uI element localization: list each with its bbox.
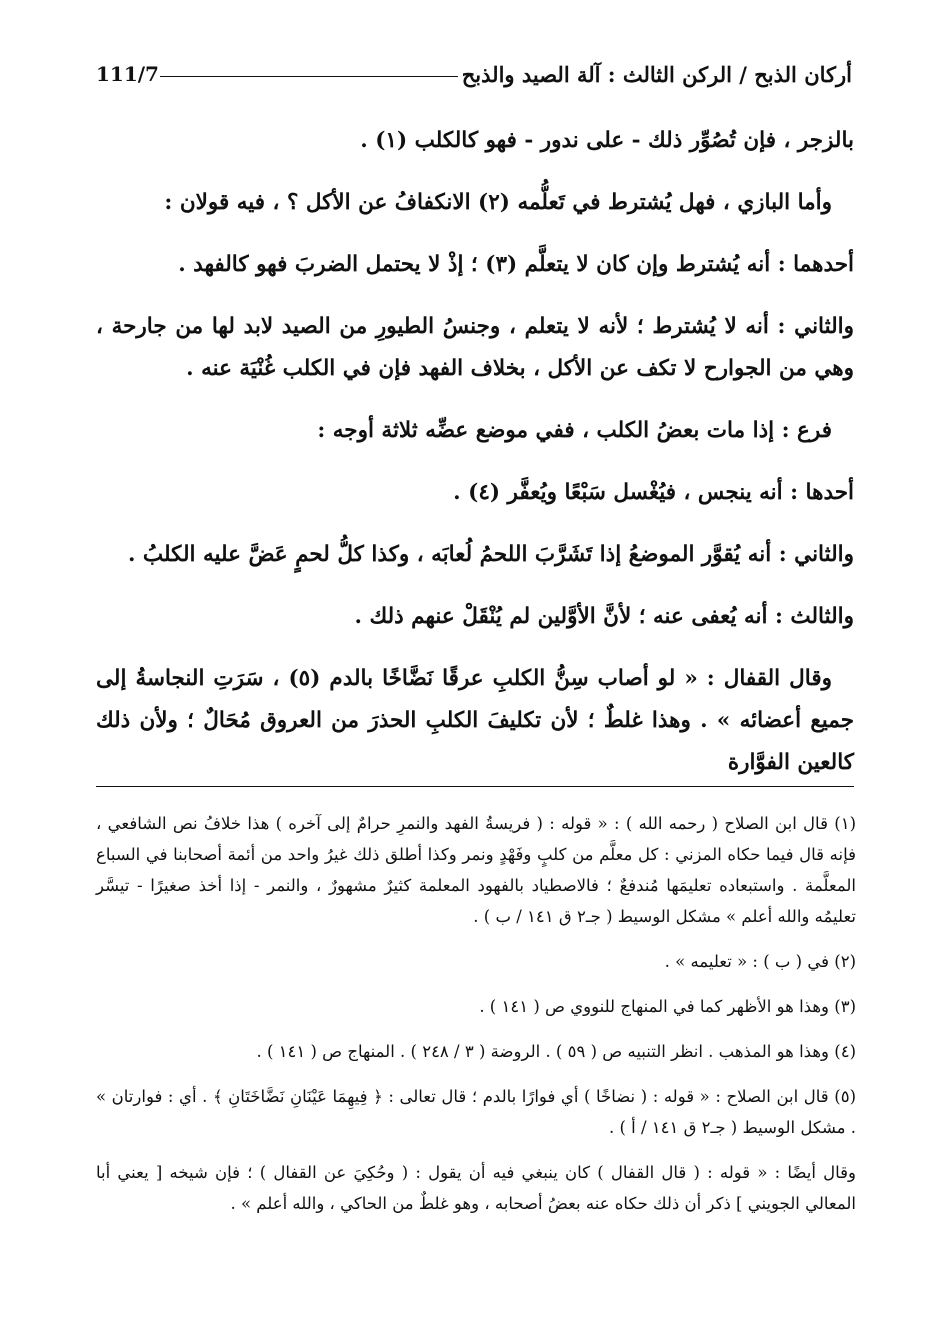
footnote-5: (٥) قال ابن الصلاح : « قوله : ( نضاخًا ) أي فوارًا بالدم ؛ قال تعالى : ﴿ فِيهِمَا عَيْنَانِ نَضَّاخَتَانِ ﴾ . أي : فوارتان » . مشكل الوسيط ( جـ٢ ق ١٤١ / أ ) . [96, 1087, 856, 1137]
body-paragraph-1: بالزجر ، فإن تُصُوِّر ذلك - على ندور - فهو كالكلب (١) . [360, 128, 854, 153]
main-text [96, 120, 854, 787]
body-paragraph-7: والثاني : أنه يُقوَّر الموضعُ إذا تَشَرَّبَ اللحمُ لُعابَه ، وكذا كلُّ لحمٍ عَضَّ عليه الكلبُ . [127, 542, 854, 567]
footnote-2: (٢) في ( ب ) : « تعليمه » . [664, 952, 856, 971]
header-title: أركان الذبح / الركن الثالث : آلة الصيد والذبح [461, 62, 852, 87]
header-rule [160, 76, 458, 77]
body-paragraph-5: فرع : إذا مات بعضُ الكلب ، ففي موضع عضِّه ثلاثة أوجه : [317, 418, 832, 443]
footnote-4: (٤) وهذا هو المذهب . انظر التنبيه ص ( ٥٩ ) . الروضة ( ٣ / ٢٤٨ ) . المنهاج ص ( ١٤١ ) . [256, 1042, 856, 1061]
body-paragraph-6: أحدها : أنه ينجس ، فيُغْسل سَبْعًا ويُعفَّر (٤) . [453, 480, 854, 505]
body-paragraph-8: والثالث : أنه يُعفى عنه ؛ لأنَّ الأوَّلين لم يُنْقَلْ عنهم ذلك . [354, 604, 854, 629]
body-paragraph-9: وقال القفال : « لو أصاب سِنُّ الكلبِ عرقًا نَضَّاخًا بالدم (٥) ، سَرَتِ النجاسةُ إلى جميع أعضائه » . وهذا غلطٌ ؛ لأن تكليفَ الكلبِ الحذرَ من العروق مُحَالٌ ؛ ولأن ذلك كالعين الفوَّارة [96, 658, 854, 787]
running-header [96, 58, 852, 92]
header-page-ref: 111/7 [96, 62, 159, 86]
body-paragraph-2: وأما البازي ، فهل يُشترط في تَعلُّمه (٢) الانكفافُ عن الأكل ؟ ، فيه قولان : [164, 190, 832, 215]
body-paragraph-3: أحدهما : أنه يُشترط وإن كان لا يتعلَّم (٣) ؛ إذْ لا يحتمل الضربَ فهو كالفهد . [178, 252, 854, 277]
footnotes [96, 808, 856, 1219]
body-paragraph-4: والثاني : أنه لا يُشترط ؛ لأنه لا يتعلم ، وجنسُ الطيورِ من الصيد لابد لها من جارحة ، وهي من الجوارح لا تكف عن الأكل ، بخلاف الفهد فإن في الكلب غُنْيَة عنه . [96, 314, 854, 381]
footnote-3: (٣) وهذا هو الأظهر كما في المنهاج للنووي ص ( ١٤١ ) . [479, 997, 856, 1016]
footnote-1: (١) قال ابن الصلاح ( رحمه الله ) : « قوله : ( فريسةُ الفهد والنمرِ حرامٌ إلى آخره ) هذا خلافُ نص الشافعي ، فإنه قال فيما حكاه المزني : كل معلَّم من كلبٍ وفَهْدٍ ونمر وكذا أطلق ذلك غيرُ واحد من أئمة أصحابنا في السباع المعلَّمة . واستبعاده تعليمَها مُندفعٌ ؛ فالاصطياد بالفهود المعلمة كثيرٌ مشهورٌ ، والنمر - إذا أخذ صغيرًا - تيسَّر تعليمُه والله أعلم » مشكل الوسيط ( جـ٢ ق ١٤١ / ب ) . [96, 814, 856, 926]
footnote-5-continued: وقال أيضًا : « قوله : ( قال القفال ) كان ينبغي فيه أن يقول : ( وحُكِيَ عن القفال ) ؛ فإن شيخه [ يعني أبا المعالي الجويني ] ذكر أن ذلك حكاه عنه بعضُ أصحابه ، وهو غلطٌ من الحاكي ، والله أعلم » . [96, 1163, 856, 1213]
